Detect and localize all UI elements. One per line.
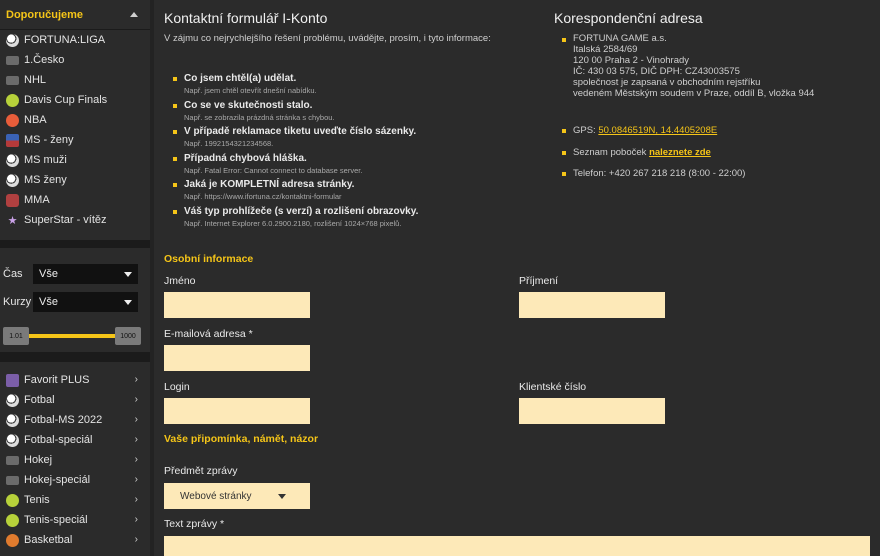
subject-select[interactable] bbox=[164, 483, 310, 509]
login-field[interactable] bbox=[164, 398, 310, 424]
sidebar-item-label: 1.Česko bbox=[24, 54, 65, 66]
gps-link[interactable]: 50.0846519N, 14.4405208E bbox=[598, 125, 718, 136]
tips-list bbox=[170, 72, 510, 231]
intro-text: V zájmu co nejrychlejšího řešení problému, uvádějte, prosím, i tyto informace: bbox=[164, 33, 491, 44]
sports-panel bbox=[0, 362, 150, 556]
slider-min-handle[interactable]: 1.01 bbox=[3, 327, 29, 345]
sidebar-item-label: NBA bbox=[24, 114, 47, 126]
sidebar-item-1-cesko[interactable] bbox=[0, 50, 150, 70]
sidebar-item-mma[interactable] bbox=[0, 190, 150, 210]
tip-title: V případě reklamace tiketu uveďte číslo sázenky. bbox=[184, 126, 417, 137]
sidebar-item-fortuna-liga[interactable] bbox=[0, 30, 150, 50]
chevron-right-icon: › bbox=[134, 474, 138, 485]
hockey-icon bbox=[6, 56, 19, 65]
email-field[interactable] bbox=[164, 345, 310, 371]
sidebar-item-label: MS - ženy bbox=[24, 134, 74, 146]
tip-title: Případná chybová hláška. bbox=[184, 152, 307, 164]
sidebar-item-label: Hokej bbox=[24, 454, 53, 466]
subject-select-value: Webové stránky bbox=[180, 490, 252, 502]
personal-info-title: Osobní informace bbox=[164, 253, 254, 265]
sidebar-item-label: Davis Cup Finals bbox=[24, 94, 108, 106]
comment-section-title: Vaše připomínka, námět, názor bbox=[164, 433, 319, 445]
sidebar-item-label: Fotbal-MS 2022 bbox=[24, 414, 103, 426]
sidebar-item-nhl[interactable] bbox=[0, 70, 150, 90]
tennis-ball-icon bbox=[6, 94, 19, 107]
sidebar-item-fotbal-ms-2022[interactable] bbox=[0, 410, 150, 430]
basketball-icon bbox=[6, 534, 19, 547]
time-select-value: Vše bbox=[39, 268, 58, 280]
subject-label: Předmět zprávy bbox=[164, 465, 238, 477]
chevron-right-icon: › bbox=[134, 394, 138, 405]
sidebar-item-label: Fotbal-speciál bbox=[24, 434, 93, 446]
chevron-right-icon: › bbox=[134, 454, 138, 465]
sidebar-item-label: Tenis-speciál bbox=[24, 514, 88, 526]
client-number-field[interactable] bbox=[519, 398, 665, 424]
tip-example: Např. Internet Explorer 6.0.2900.2180, rozlišení 1024×768 pixelů. bbox=[184, 218, 402, 228]
time-filter bbox=[0, 260, 150, 288]
odds-range-slider[interactable] bbox=[3, 326, 141, 346]
address-line: společnost je zapsaná v obchodním rejstříku bbox=[573, 77, 761, 88]
tennis-ball-icon bbox=[6, 514, 19, 527]
client-number-label: Klientské číslo bbox=[519, 381, 587, 393]
list-item bbox=[170, 99, 510, 126]
slider-max-handle[interactable]: 1000 bbox=[115, 327, 141, 345]
chevron-right-icon: › bbox=[134, 414, 138, 425]
time-filter-label: Čas bbox=[3, 268, 23, 280]
list-item bbox=[170, 125, 510, 152]
star-icon: ★ bbox=[7, 214, 18, 227]
branches-label: Seznam poboček bbox=[573, 147, 647, 158]
odds-filter-label: Kurzy bbox=[3, 296, 32, 308]
recommended-list bbox=[0, 30, 150, 230]
tip-example: Např. Fatal Error: Cannot connect to database server. bbox=[184, 165, 363, 175]
sidebar-item-basketbal[interactable] bbox=[0, 530, 150, 550]
flag-icon bbox=[6, 134, 19, 147]
soccer-ball-icon bbox=[6, 434, 19, 447]
sidebar-item-label: MS muži bbox=[24, 154, 67, 166]
message-label: Text zprávy * bbox=[164, 518, 225, 530]
list-item bbox=[170, 152, 510, 179]
tip-example: Např. 1992154321234568. bbox=[184, 139, 274, 148]
trophy-icon bbox=[6, 374, 19, 387]
sidebar-item-label: Hokej-speciál bbox=[24, 474, 91, 486]
chevron-down-icon bbox=[124, 300, 132, 305]
soccer-ball-icon bbox=[6, 394, 19, 407]
branches-row bbox=[562, 147, 862, 158]
hockey-icon bbox=[6, 76, 19, 85]
sidebar-item-hokej-special[interactable] bbox=[0, 470, 150, 490]
recommended-header[interactable] bbox=[0, 0, 150, 30]
chevron-right-icon: › bbox=[134, 434, 138, 445]
tip-title: Co jsem chtěl(a) udělat. bbox=[184, 73, 297, 84]
tip-title: Jaká je KOMPLETNÍ adresa stránky. bbox=[184, 179, 355, 190]
recommended-panel bbox=[0, 0, 150, 240]
address-line: IČ: 430 03 575, DIČ DPH: CZ43003575 bbox=[573, 66, 740, 77]
contact-form-page bbox=[154, 0, 880, 556]
list-item bbox=[170, 178, 510, 205]
flag-icon bbox=[6, 154, 19, 167]
tip-title: Váš typ prohlížeče (s verzí) a rozlišení obrazovky. bbox=[184, 205, 419, 217]
sidebar-item-tenis-special[interactable] bbox=[0, 510, 150, 530]
sidebar-item-ms-zeny-2[interactable] bbox=[0, 170, 150, 190]
collapse-icon[interactable] bbox=[130, 12, 138, 17]
sidebar-item-label: Favorit PLUS bbox=[24, 374, 90, 386]
chevron-right-icon: › bbox=[134, 514, 138, 525]
page-title: Kontaktní formulář I-Konto bbox=[164, 10, 328, 26]
hockey-icon bbox=[6, 476, 19, 485]
sidebar-item-label: FORTUNA:LIGA bbox=[24, 34, 106, 46]
chevron-right-icon: › bbox=[134, 494, 138, 505]
message-textarea[interactable] bbox=[164, 536, 870, 556]
tip-example: Např. jsem chtěl otevřít dnešní nabídku. bbox=[184, 86, 317, 95]
address-title: Korespondenční adresa bbox=[554, 10, 703, 26]
address-line: 120 00 Praha 2 - Vinohrady bbox=[573, 55, 690, 66]
sidebar-item-label: MMA bbox=[24, 194, 50, 206]
time-select[interactable] bbox=[33, 264, 138, 284]
tip-title: Co se ve skutečnosti stalo. bbox=[184, 99, 313, 111]
list-item bbox=[170, 205, 510, 232]
odds-filter bbox=[0, 288, 150, 316]
sidebar-item-label: NHL bbox=[24, 74, 47, 86]
sidebar-item-label: Basketbal bbox=[24, 534, 73, 546]
branches-link[interactable]: naleznete zde bbox=[649, 147, 711, 158]
basketball-icon bbox=[6, 114, 19, 127]
soccer-ball-icon bbox=[6, 414, 19, 427]
sidebar-item-hokej[interactable] bbox=[0, 450, 150, 470]
hockey-icon bbox=[6, 456, 19, 465]
tip-example: Např. https://www.ifortuna.cz/kontaktni-formular bbox=[184, 192, 342, 201]
sidebar-item-superstar[interactable] bbox=[0, 210, 150, 230]
address-block bbox=[562, 33, 862, 99]
address-line: Italská 2584/69 bbox=[573, 44, 638, 55]
tennis-ball-icon bbox=[6, 494, 19, 507]
list-item bbox=[170, 72, 510, 99]
last-name-label: Příjmení bbox=[519, 275, 559, 287]
sidebar-item-label: Tenis bbox=[24, 494, 50, 506]
address-line: vedeném Městským soudem v Praze, oddíl B, vložka 944 bbox=[573, 88, 815, 99]
login-label: Login bbox=[164, 381, 190, 393]
sidebar-item-fotbal[interactable] bbox=[0, 390, 150, 410]
sidebar-item-label: MS ženy bbox=[24, 174, 67, 186]
first-name-field[interactable] bbox=[164, 292, 310, 318]
sidebar-item-davis-cup[interactable] bbox=[0, 90, 150, 110]
gps-row bbox=[562, 125, 862, 136]
address-line: FORTUNA GAME a.s. bbox=[573, 33, 667, 44]
tip-example: Např. se zobrazila prázdná stránka s chybou. bbox=[184, 112, 335, 122]
mma-icon bbox=[6, 194, 19, 207]
first-name-label: Jméno bbox=[164, 275, 196, 287]
sidebar-item-favorit-plus[interactable] bbox=[0, 370, 150, 390]
chevron-right-icon: › bbox=[134, 374, 138, 385]
soccer-ball-icon bbox=[6, 34, 19, 47]
recommended-title: Doporučujeme bbox=[6, 8, 84, 21]
chevron-down-icon bbox=[278, 494, 286, 499]
chevron-right-icon: › bbox=[134, 534, 138, 545]
chevron-down-icon bbox=[124, 272, 132, 277]
sidebar bbox=[0, 0, 150, 556]
flag-icon bbox=[6, 174, 19, 187]
sidebar-item-label: Fotbal bbox=[24, 394, 55, 406]
odds-select-value: Vše bbox=[39, 296, 58, 308]
sidebar-item-nba[interactable] bbox=[0, 110, 150, 130]
gps-label: GPS: bbox=[573, 125, 596, 136]
slider-track[interactable] bbox=[23, 334, 119, 338]
email-label: E-mailová adresa * bbox=[164, 328, 253, 340]
odds-select[interactable] bbox=[33, 292, 138, 312]
phone-row bbox=[562, 168, 862, 179]
sidebar-item-ms-zeny[interactable] bbox=[0, 130, 150, 150]
filters-panel bbox=[0, 248, 150, 352]
sidebar-item-label: SuperStar - vítěz bbox=[24, 214, 107, 226]
last-name-field[interactable] bbox=[519, 292, 665, 318]
sidebar-item-tenis[interactable] bbox=[0, 490, 150, 510]
phone-text: Telefon: +420 267 218 218 (8:00 - 22:00) bbox=[573, 168, 746, 179]
sidebar-item-fotbal-special[interactable] bbox=[0, 430, 150, 450]
sidebar-item-ms-muzi[interactable] bbox=[0, 150, 150, 170]
